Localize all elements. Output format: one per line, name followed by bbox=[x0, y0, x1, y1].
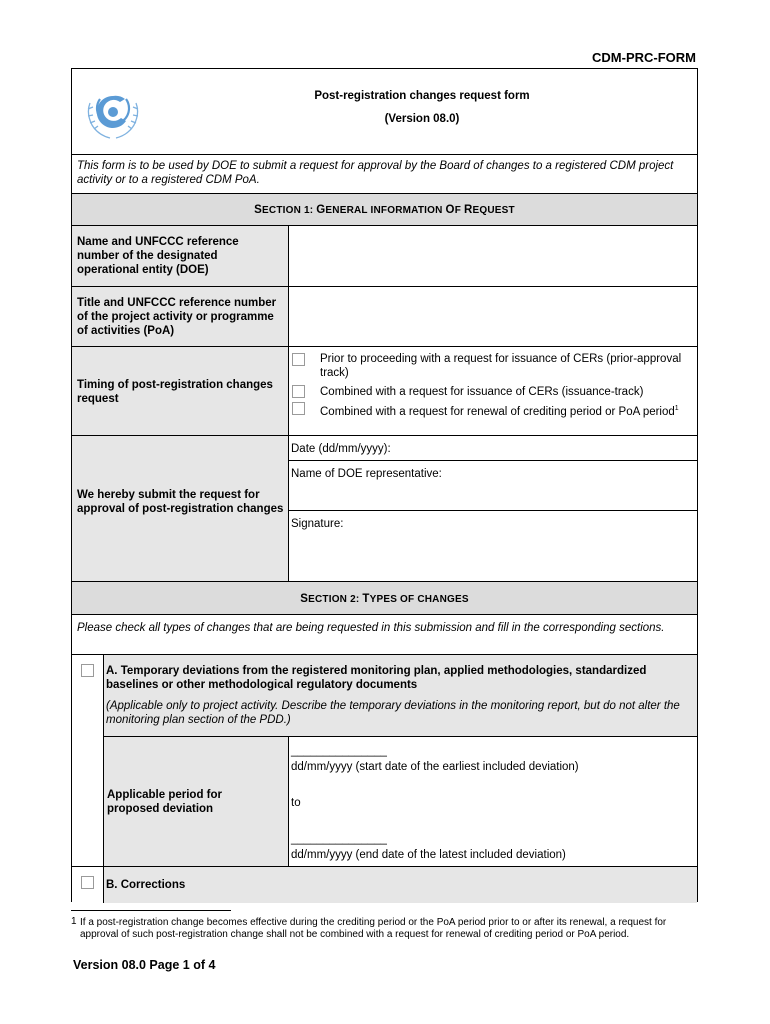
title-label: Title and UNFCCC reference number of the project activity or programme of activities (PoA) bbox=[77, 297, 277, 337]
change-a-note: (Applicable only to project activity. Describe the temporary deviations in the monitoring report, but do not alter the monitoring plan section of the PDD.) bbox=[106, 700, 680, 726]
page-info: Version 08.0 Page 1 of 4 bbox=[73, 958, 216, 972]
period-label: Applicable period for proposed deviation bbox=[107, 789, 223, 815]
start-blank[interactable]: _______________ bbox=[291, 745, 387, 757]
footnote-rule bbox=[71, 910, 231, 911]
footnote-mark: 1 bbox=[674, 405, 679, 412]
form-code: CDM-PRC-FORM bbox=[592, 50, 696, 65]
timing-option-3: Combined with a request for renewal of crediting period or PoA period$^1$ bbox=[320, 405, 679, 418]
submit-label: We hereby submit the request for approval of post-registration changes bbox=[77, 489, 284, 515]
unfccc-logo-icon bbox=[82, 83, 144, 141]
section2-heading: SECTION 2: TYPES OF CHANGES bbox=[300, 593, 469, 605]
timing-option-1: Prior to proceeding with a request for issuance of CERs (prior-approval track) bbox=[320, 353, 682, 379]
intro-text: This form is to be used by DOE to submit a request for approval by the Board of changes to a registered CDM project activity or to a registered CDM PoA. bbox=[77, 160, 674, 186]
date-label[interactable]: Date (dd/mm/yyyy): bbox=[291, 443, 391, 455]
end-date-label: dd/mm/yyyy (end date of the latest included deviation) bbox=[291, 849, 566, 861]
title-input[interactable] bbox=[290, 288, 696, 345]
footnote-number: 1 bbox=[71, 916, 77, 927]
form-title: Post-registration changes request form bbox=[314, 90, 530, 102]
section2-instruction: Please check all types of changes that are being requested in this submission and fill in the corresponding sections. bbox=[77, 622, 665, 634]
footnote-text: If a post-registration change becomes effective during the crediting period or the PoA period prior to or after its renewal, a request for approval of such post-registration change shall not be combined with a request for renewal of crediting period or PoA period. bbox=[80, 917, 667, 940]
timing-option-2-checkbox[interactable] bbox=[292, 385, 305, 398]
timing-option-3-checkbox[interactable] bbox=[292, 402, 305, 415]
timing-option-2: Combined with a request for issuance of CERs (issuance-track) bbox=[320, 386, 644, 398]
change-b-title: B. Corrections bbox=[106, 879, 186, 891]
change-b-checkbox[interactable] bbox=[81, 876, 94, 889]
change-a-checkbox[interactable] bbox=[81, 664, 94, 677]
to-label: to bbox=[291, 797, 301, 809]
section1-heading: SECTION 1: GENERAL INFORMATION OF REQUEST bbox=[254, 204, 515, 216]
form-frame bbox=[71, 68, 698, 902]
doe-input[interactable] bbox=[290, 227, 696, 285]
timing-label: Timing of post-registration changes request bbox=[77, 379, 273, 405]
start-date-label: dd/mm/yyyy (start date of the earliest included deviation) bbox=[291, 761, 579, 773]
signature-label[interactable]: Signature: bbox=[291, 518, 344, 530]
doe-label: Name and UNFCCC reference number of the designated operational entity (DOE) bbox=[77, 236, 239, 276]
form-version: (Version 08.0) bbox=[384, 113, 460, 125]
end-blank[interactable]: _______________ bbox=[291, 833, 387, 845]
change-a-title: A. Temporary deviations from the registered monitoring plan, applied methodologies, standardized baselines or other methodological regulatory documents bbox=[106, 665, 647, 691]
timing-option-1-checkbox[interactable] bbox=[292, 353, 305, 366]
doe-rep-label[interactable]: Name of DOE representative: bbox=[291, 468, 442, 480]
